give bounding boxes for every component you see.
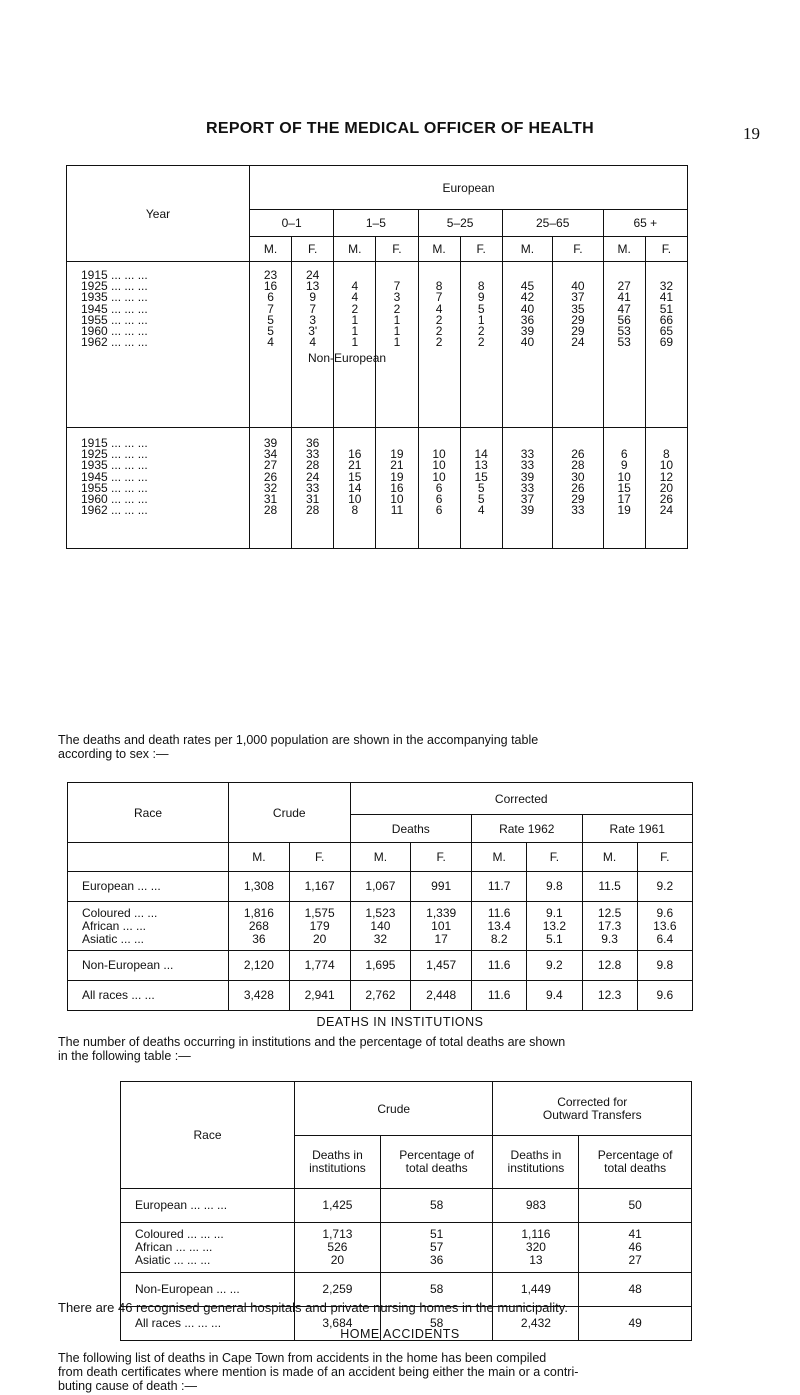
table-cell: 33 bbox=[306, 480, 320, 495]
table-cell: 6 bbox=[435, 480, 443, 495]
table-cell: 2 bbox=[435, 335, 443, 350]
value-column bbox=[460, 428, 502, 549]
table-cell: 4 bbox=[351, 290, 359, 305]
table-cell: 11.7 bbox=[472, 872, 527, 902]
year-list-non-european bbox=[67, 428, 250, 549]
blank-cell bbox=[68, 843, 229, 872]
table-cell: 33 bbox=[571, 503, 585, 518]
value-column bbox=[645, 428, 687, 549]
table-cell: 7 bbox=[435, 290, 443, 305]
sex-header: F. bbox=[460, 237, 502, 262]
value-column bbox=[334, 262, 376, 428]
sex-header: M. bbox=[418, 237, 460, 262]
table-cell: 10 bbox=[432, 458, 446, 473]
page-number: 19 bbox=[743, 124, 760, 143]
table-cell: 4 bbox=[351, 279, 359, 294]
table-cell: 30 bbox=[571, 469, 585, 484]
table-cell: 1,308 bbox=[229, 872, 290, 902]
table-cell: 1,695 bbox=[350, 951, 411, 981]
table-cell: 4 bbox=[267, 335, 274, 350]
table-cell: 4 bbox=[435, 301, 443, 316]
table-cell: 6 bbox=[267, 290, 274, 305]
table-cell: 12.3 bbox=[582, 981, 637, 1011]
sex-header: M. bbox=[603, 237, 645, 262]
table-cell: 26 bbox=[571, 480, 585, 495]
table-cell: 69 bbox=[659, 335, 674, 350]
table-cell: 17 bbox=[617, 491, 631, 506]
table-cell: 14 bbox=[474, 447, 488, 462]
table-cell: 9.6 13.6 6.4 bbox=[637, 902, 692, 951]
year-label: 1945 ... ... ... bbox=[81, 469, 148, 484]
table-cell: 53 bbox=[617, 335, 631, 350]
table-cell: 9.4 bbox=[527, 981, 582, 1011]
table-cell: 34 bbox=[263, 447, 278, 462]
table-cell: 28 bbox=[306, 458, 320, 473]
table-cell: 3,684 bbox=[295, 1307, 381, 1341]
table-cell: 1 bbox=[351, 312, 359, 327]
european-header: European bbox=[250, 166, 688, 210]
table-cell: 11.5 bbox=[582, 872, 637, 902]
table-cell: 11.6 13.4 8.2 bbox=[472, 902, 527, 951]
deaths-in-institutions-header: Deaths in institutions bbox=[295, 1136, 381, 1189]
table-cell: 1,816 268 36 bbox=[229, 902, 290, 951]
table-cell: 45 bbox=[520, 279, 535, 294]
table-cell: 31 bbox=[306, 491, 320, 506]
table-cell: 19 bbox=[390, 447, 404, 462]
table-cell: 11 bbox=[390, 503, 404, 518]
table-cell: 32 bbox=[659, 279, 674, 294]
year-header: Year bbox=[67, 166, 250, 262]
value-column bbox=[292, 262, 334, 428]
sex-header: M. bbox=[250, 237, 292, 262]
table-cell: 10 bbox=[432, 447, 446, 462]
table-cell: 20 bbox=[659, 480, 674, 495]
table-cell: 49 bbox=[579, 1307, 692, 1341]
table-cell: 28 bbox=[263, 503, 278, 518]
table-cell: 1,067 bbox=[350, 872, 411, 902]
sex-header: F. bbox=[289, 843, 350, 872]
table-cell: 2,941 bbox=[289, 981, 350, 1011]
table-cell: 58 bbox=[380, 1307, 493, 1341]
table-cell: 4 bbox=[309, 335, 317, 350]
year-label: 1935 ... ... ... bbox=[81, 458, 148, 473]
table-cell: 65 bbox=[659, 323, 674, 338]
age-group-header: 1–5 bbox=[334, 210, 418, 237]
table-cell: 2 bbox=[351, 301, 359, 316]
table-cell: 41 bbox=[617, 290, 631, 305]
table-cell: 19 bbox=[617, 503, 631, 518]
paragraph-home-accidents: The following list of deaths in Cape Town from accidents in the home has been compiled from death certificates where mention is made of an accident being either the main or a contri- buting cause of death :— bbox=[58, 1351, 579, 1393]
table-cell: 15 bbox=[617, 480, 631, 495]
table-cell: 33 bbox=[520, 458, 535, 473]
table-cell: 9.1 13.2 5.1 bbox=[527, 902, 582, 951]
table-cell: 41 bbox=[659, 290, 674, 305]
table-row bbox=[68, 872, 693, 902]
table-cell: 40 bbox=[571, 279, 585, 294]
year-label: 1962 ... ... ... bbox=[81, 503, 148, 518]
table-cell: 33 bbox=[520, 480, 535, 495]
value-column bbox=[645, 262, 687, 428]
table-cell: 1,457 bbox=[411, 951, 472, 981]
table-cell: 12.5 17.3 9.3 bbox=[582, 902, 637, 951]
table-cell: 2 bbox=[477, 323, 485, 338]
table-cell: 56 bbox=[617, 312, 631, 327]
table-cell: 9.8 bbox=[637, 951, 692, 981]
table-cell: 53 bbox=[617, 323, 631, 338]
table-cell: 15 bbox=[348, 469, 362, 484]
table-cell: 23 bbox=[263, 268, 278, 282]
table-row bbox=[121, 1189, 692, 1223]
section-heading-institutions: DEATHS IN INSTITUTIONS bbox=[316, 1015, 484, 1029]
table-cell: 28 bbox=[571, 458, 585, 473]
table-cell: 12 bbox=[659, 469, 674, 484]
table-cell: 1,575 179 20 bbox=[289, 902, 350, 951]
table-cell: 11.6 bbox=[472, 981, 527, 1011]
table-cell: 31 bbox=[263, 491, 278, 506]
table-row bbox=[121, 1223, 692, 1273]
table-cell: 4 bbox=[477, 503, 485, 518]
table-cell: 9 bbox=[309, 290, 317, 305]
table-cell: 2 bbox=[435, 323, 443, 338]
table-cell: 7 bbox=[309, 301, 317, 316]
year-label: 1955 ... ... ... bbox=[81, 480, 148, 495]
table-cell: 21 bbox=[348, 458, 362, 473]
table-cell: 28 bbox=[306, 503, 320, 518]
value-column bbox=[460, 262, 502, 428]
table-cell: 5 bbox=[267, 323, 274, 338]
rate-1961-header: Rate 1961 bbox=[582, 815, 693, 843]
year-label: 1955 ... ... ... bbox=[81, 312, 148, 327]
race-header: Race bbox=[121, 1082, 295, 1189]
table-cell: 8 bbox=[351, 503, 359, 518]
table-cell: 1,339 101 17 bbox=[411, 902, 472, 951]
table-cell: 27 bbox=[263, 458, 278, 473]
table-cell: 36 bbox=[520, 312, 535, 327]
race-cell: European ... ... bbox=[68, 872, 229, 902]
year-label: 1960 ... ... ... bbox=[81, 323, 148, 338]
table-cell: 26 bbox=[571, 447, 585, 462]
table-cell: 24 bbox=[571, 335, 585, 350]
table-cell: 48 bbox=[579, 1273, 692, 1307]
table-cell: 35 bbox=[571, 301, 585, 316]
age-group-header: 0–1 bbox=[250, 210, 334, 237]
table-cell: 2,762 bbox=[350, 981, 411, 1011]
table-cell: 50 bbox=[579, 1189, 692, 1223]
crude-header: Crude bbox=[229, 783, 351, 843]
table-cell: 8 bbox=[663, 447, 670, 462]
table-cell: 5 bbox=[477, 480, 485, 495]
race-cell: Non-European ... ... bbox=[121, 1273, 295, 1307]
race-cell: All races ... ... ... bbox=[121, 1307, 295, 1341]
year-label: 1915 ... ... ... bbox=[81, 268, 148, 282]
table-cell: 37 bbox=[571, 290, 585, 305]
year-label: 1935 ... ... ... bbox=[81, 290, 148, 305]
table-cell: 2 bbox=[393, 301, 401, 316]
table-cell: 42 bbox=[520, 290, 535, 305]
table-cell: 3 bbox=[393, 290, 401, 305]
year-label: 1925 ... ... ... bbox=[81, 447, 148, 462]
table-cell: 13 bbox=[474, 458, 488, 473]
paragraph-death-rates: The deaths and death rates per 1,000 population are shown in the accompanying table according to sex :— bbox=[58, 733, 539, 761]
table-cell: 1,425 bbox=[295, 1189, 381, 1223]
table-cell: 2,259 bbox=[295, 1273, 381, 1307]
year-label: 1962 ... ... ... bbox=[81, 335, 148, 350]
table-cell: 21 bbox=[390, 458, 404, 473]
sex-header: F. bbox=[553, 237, 603, 262]
table-cell: 6 bbox=[435, 491, 443, 506]
table-cell: 29 bbox=[571, 491, 585, 506]
value-column bbox=[603, 428, 645, 549]
crude-header: Crude bbox=[295, 1082, 493, 1136]
table-cell: 5 bbox=[477, 301, 485, 316]
table-cell: 24 bbox=[306, 268, 320, 282]
value-column bbox=[553, 428, 603, 549]
table-cell: 9 bbox=[477, 290, 485, 305]
table-cell: 10 bbox=[348, 491, 362, 506]
value-column bbox=[553, 262, 603, 428]
table-cell: 16 bbox=[263, 279, 278, 294]
race-header: Race bbox=[68, 783, 229, 843]
table-cell: 24 bbox=[306, 469, 320, 484]
page-title: REPORT OF THE MEDICAL OFFICER OF HEALTH bbox=[206, 120, 594, 137]
year-label: 1960 ... ... ... bbox=[81, 491, 148, 506]
table-cell: 2,448 bbox=[411, 981, 472, 1011]
table-cell: 5 bbox=[267, 312, 274, 327]
table-cell: 10 bbox=[432, 469, 446, 484]
table-cell: 991 bbox=[411, 872, 472, 902]
non-european-label: Non-European bbox=[308, 351, 387, 365]
table-cell: 8 bbox=[477, 279, 485, 294]
sex-header: F. bbox=[527, 843, 582, 872]
age-group-header: 5–25 bbox=[418, 210, 502, 237]
table-cell: 15 bbox=[474, 469, 488, 484]
table-cell: 1,774 bbox=[289, 951, 350, 981]
table-cell: 41 46 27 bbox=[579, 1223, 692, 1273]
sex-header: F. bbox=[292, 237, 334, 262]
value-column bbox=[502, 262, 552, 428]
race-cell: All races ... ... bbox=[68, 981, 229, 1011]
table-cell: 9.2 bbox=[637, 872, 692, 902]
table-cell: 3,428 bbox=[229, 981, 290, 1011]
table-cell: 39 bbox=[263, 436, 278, 450]
table-row bbox=[68, 951, 693, 981]
table-cell: 14 bbox=[348, 480, 362, 495]
table-cell: 47 bbox=[617, 301, 631, 316]
table-cell: 51 57 36 bbox=[380, 1223, 493, 1273]
value-column bbox=[334, 428, 376, 549]
table-cell: 1 bbox=[393, 335, 401, 350]
table-cell: 3' bbox=[308, 323, 318, 338]
table-cell: 3 bbox=[309, 312, 317, 327]
table-cell: 2 bbox=[477, 335, 485, 350]
value-column bbox=[418, 428, 460, 549]
paragraph-hospitals: There are 46 recognised general hospitals and private nursing homes in the municipality. bbox=[58, 1300, 568, 1315]
table-cell: 39 bbox=[520, 503, 535, 518]
table-cell: 6 bbox=[620, 447, 628, 462]
table-cell: 24 bbox=[659, 503, 674, 518]
sex-header: M. bbox=[472, 843, 527, 872]
race-cell: Coloured ... ... African ... ... Asiatic ... ... bbox=[68, 902, 229, 951]
table-cell: 9.6 bbox=[637, 981, 692, 1011]
table-cell: 2,120 bbox=[229, 951, 290, 981]
table-cell: 37 bbox=[520, 491, 535, 506]
table-cell: 40 bbox=[520, 335, 535, 350]
age-group-header: 25–65 bbox=[502, 210, 603, 237]
table-cell: 1 bbox=[393, 312, 401, 327]
table-cell: 2,432 bbox=[493, 1307, 579, 1341]
value-column bbox=[418, 262, 460, 428]
table-cell: 983 bbox=[493, 1189, 579, 1223]
table-cell: 58 bbox=[380, 1189, 493, 1223]
table-cell: 13 bbox=[306, 279, 320, 294]
table-cell: 27 bbox=[617, 279, 631, 294]
corrected-header: Corrected for Outward Transfers bbox=[493, 1082, 692, 1136]
table-cell: 2 bbox=[435, 312, 443, 327]
sex-header: M. bbox=[350, 843, 411, 872]
table-cell: 11.6 bbox=[472, 951, 527, 981]
percentage-header: Percentage of total deaths bbox=[380, 1136, 493, 1189]
table-cell: 16 bbox=[390, 480, 404, 495]
value-column bbox=[250, 428, 292, 549]
corrected-header: Corrected bbox=[350, 783, 692, 815]
percentage-header: Percentage of total deaths bbox=[579, 1136, 692, 1189]
paragraph-institutions: The number of deaths occurring in institutions and the percentage of total deaths are shown in the following table :— bbox=[58, 1035, 566, 1063]
table-cell: 8 bbox=[435, 279, 443, 294]
table-cell: 1,523 140 32 bbox=[350, 902, 411, 951]
table-cell: 40 bbox=[520, 301, 535, 316]
table-cell: 7 bbox=[267, 301, 274, 316]
table-cell: 1,167 bbox=[289, 872, 350, 902]
table-cell: 29 bbox=[571, 323, 585, 338]
table-cell: 9.8 bbox=[527, 872, 582, 902]
table-cell: 1 bbox=[477, 312, 485, 327]
year-label: 1915 ... ... ... bbox=[81, 436, 148, 450]
table-cell: 1,713 526 20 bbox=[295, 1223, 381, 1273]
table-cell: 1 bbox=[393, 323, 401, 338]
table-cell: 33 bbox=[306, 447, 320, 462]
year-list-european bbox=[67, 262, 250, 428]
value-column bbox=[502, 428, 552, 549]
value-column bbox=[376, 428, 418, 549]
sex-header: F. bbox=[645, 237, 687, 262]
table-cell: 26 bbox=[659, 491, 674, 506]
table-cell: 33 bbox=[520, 447, 535, 462]
sex-header: F. bbox=[376, 237, 418, 262]
table-cell: 10 bbox=[659, 458, 674, 473]
table-cell: 16 bbox=[348, 447, 362, 462]
sex-header: F. bbox=[411, 843, 472, 872]
table-cell: 58 bbox=[380, 1273, 493, 1307]
table-cell: 10 bbox=[390, 491, 404, 506]
table-cell: 9.2 bbox=[527, 951, 582, 981]
table-cell: 5 bbox=[477, 491, 485, 506]
year-label: 1945 ... ... ... bbox=[81, 301, 148, 316]
table-cell: 12.8 bbox=[582, 951, 637, 981]
sex-header: M. bbox=[229, 843, 290, 872]
sex-header: F. bbox=[637, 843, 692, 872]
table-cell: 32 bbox=[263, 480, 278, 495]
sex-header: M. bbox=[502, 237, 552, 262]
age-group-header: 65 + bbox=[603, 210, 687, 237]
death-rates-table bbox=[67, 782, 693, 1011]
table-cell: 1 bbox=[351, 323, 359, 338]
value-column bbox=[250, 262, 292, 428]
sex-header: M. bbox=[582, 843, 637, 872]
table-cell: 36 bbox=[306, 436, 320, 450]
table-cell: 1,116 320 13 bbox=[493, 1223, 579, 1273]
table-cell: 9 bbox=[620, 458, 628, 473]
table-row bbox=[68, 981, 693, 1011]
table-cell: 7 bbox=[393, 279, 401, 294]
deaths-in-institutions-header: Deaths in institutions bbox=[493, 1136, 579, 1189]
race-cell: Coloured ... ... ... African ... ... ... Asiatic ... ... ... bbox=[121, 1223, 295, 1273]
value-column bbox=[292, 428, 334, 549]
table-row bbox=[68, 902, 693, 951]
table-cell: 39 bbox=[520, 323, 535, 338]
deaths-header: Deaths bbox=[350, 815, 472, 843]
sex-header: M. bbox=[334, 237, 376, 262]
year-label: 1925 ... ... ... bbox=[81, 279, 148, 294]
table-cell: 19 bbox=[390, 469, 404, 484]
table-cell: 39 bbox=[520, 469, 535, 484]
table-cell: 26 bbox=[263, 469, 278, 484]
value-column bbox=[603, 262, 645, 428]
race-cell: Non-European ... bbox=[68, 951, 229, 981]
table-cell: 29 bbox=[571, 312, 585, 327]
table-cell: 51 bbox=[659, 301, 674, 316]
section-heading-home-accidents: HOME ACCIDENTS bbox=[340, 1327, 460, 1341]
rate-1962-header: Rate 1962 bbox=[472, 815, 582, 843]
race-cell: European ... ... ... bbox=[121, 1189, 295, 1223]
table-cell: 66 bbox=[659, 312, 674, 327]
table-cell: 6 bbox=[435, 503, 443, 518]
table-cell: 1,449 bbox=[493, 1273, 579, 1307]
table-cell: 1 bbox=[351, 335, 359, 350]
value-column bbox=[376, 262, 418, 428]
table-cell: 10 bbox=[617, 469, 631, 484]
